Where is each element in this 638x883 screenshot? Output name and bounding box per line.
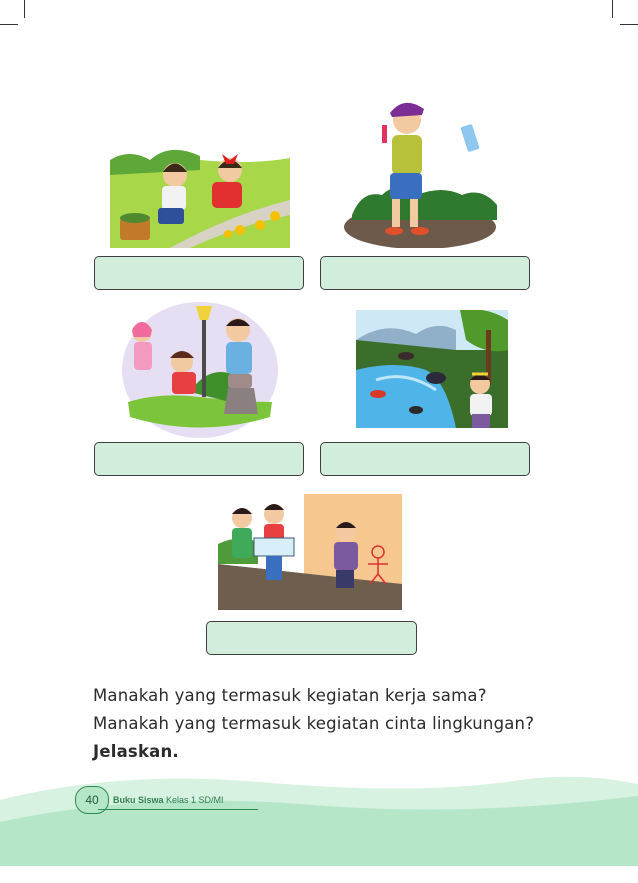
illustration-planting bbox=[110, 130, 290, 248]
page-number: 40 bbox=[75, 786, 109, 814]
question-explain: Jelaskan. bbox=[93, 742, 179, 761]
crop-mark bbox=[620, 24, 638, 25]
answer-box[interactable] bbox=[320, 442, 530, 476]
crop-mark bbox=[0, 24, 18, 25]
book-title bbox=[113, 795, 224, 805]
answer-box[interactable] bbox=[320, 256, 530, 290]
footer-white-gap bbox=[0, 866, 638, 883]
illustration-sign-and-wall-drawing bbox=[218, 494, 402, 610]
crop-mark bbox=[612, 0, 613, 18]
illustration-park-cleanup bbox=[120, 292, 280, 438]
answer-box[interactable] bbox=[94, 256, 304, 290]
answer-box[interactable] bbox=[206, 621, 417, 655]
illustration-littering bbox=[342, 95, 502, 248]
answer-box[interactable] bbox=[94, 442, 304, 476]
illustration-river-trash bbox=[356, 310, 508, 428]
book-title-bold: Buku Siswa bbox=[113, 795, 164, 805]
question-cooperation: Manakah yang termasuk kegiatan kerja sama? bbox=[93, 686, 487, 705]
footer-line bbox=[98, 809, 258, 810]
question-environment: Manakah yang termasuk kegiatan cinta lingkungan? bbox=[93, 714, 535, 733]
book-title-rest: Kelas 1 SD/MI bbox=[163, 795, 224, 805]
crop-mark bbox=[24, 0, 25, 18]
footer-wave bbox=[0, 760, 638, 883]
